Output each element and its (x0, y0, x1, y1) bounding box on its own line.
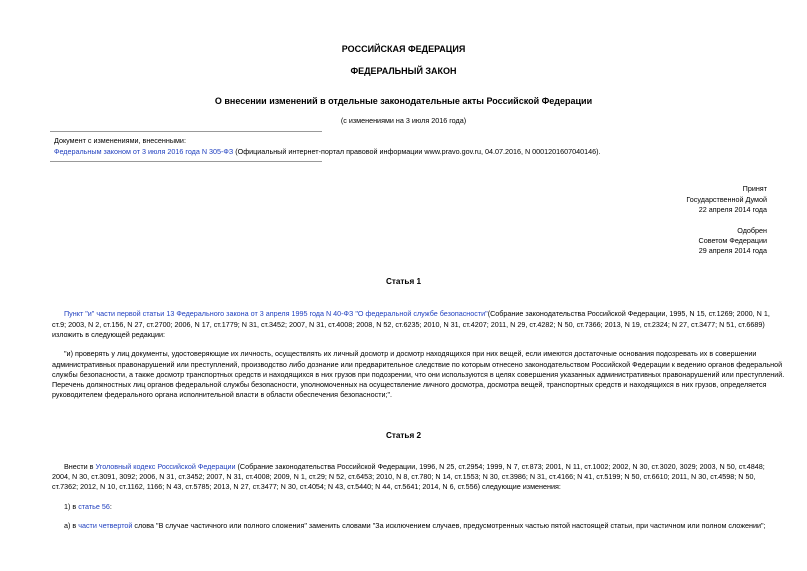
document-subtitle: (с изменениями на 3 июля 2016 года) (340, 116, 467, 125)
item-a-pre: а) в (64, 521, 79, 530)
approved-date: 29 апреля 2014 года (698, 246, 767, 255)
criminal-code-link[interactable]: Уголовный кодекс Российской Федерации (95, 462, 236, 471)
quote-line-2: административных правонарушений или преступлений, производство либо дознание или предварительное следствие по которым отнесено законодательством Российской Федерации к ведению органов федеральной (52, 360, 783, 369)
item-a (64, 521, 766, 531)
item-1-post: : (109, 502, 112, 511)
item-1-pre: 1) в (64, 502, 79, 511)
quote-line-5: руководителем федерального органа исполнительной власти в области обеспечения безопасности;". (52, 390, 393, 399)
approved-body: Советом Федерации (698, 236, 767, 245)
adopted-word: Принят (742, 184, 767, 193)
quote-line-3: службы безопасности, а также досмотр транспортных средств и находящихся в них грузов при подозрении, что они используются в целях совершения указанных административных правонарушений или преступлений. (52, 370, 785, 379)
changes-bottom-divider (50, 161, 322, 162)
article-2-line-2: 2004, N 30, ст.3091, 3092; 2006, N 31, ст.3452; 2007, N 31, ст.4008; 2009, N 1, ст.29; N 52, ст.6453; 2010, N 8, ст.780; N 14, ст.1553; N 30, ст.3986; N 31, ст.4166; N 41, ст.5199; N 50, ст.6610; 2011, N 30, ст.4598; N 50, (52, 472, 756, 481)
article-2-pre: Внести в (64, 462, 96, 471)
article-2-line-1 (64, 462, 765, 472)
approved-word: Одобрен (737, 226, 767, 235)
article-56-link[interactable]: статье 56 (78, 502, 110, 511)
article-1-line-2: ст.9; 2003, N 2, ст.156, N 27, ст.2700; 2006, N 17, ст.1779; N 31, ст.3452; 2007, N 31, ст.4008; 2008, N 52, ст.6235; 2010, N 31, ст.4207; 2011, N 29, ст.4282; N 50, ст.7366; 2013, N 19, ст.2324; N 27, ст.3477; N 51, ст.6689) (52, 320, 765, 329)
amending-law-link[interactable]: Федеральным законом от 3 июля 2016 года N 305-ФЗ (54, 147, 234, 156)
quote-line-1: "и) проверять у лиц документы, удостоверяющие их личность, осуществлять их личный досмотр и досмотр находящихся при них вещей, если имеются достаточные основания подозревать их в совершении (64, 349, 757, 358)
changes-intro: Документ с изменениями, внесенными: (54, 136, 186, 145)
article-1-line-3: изложить в следующей редакции: (52, 330, 166, 339)
quote-line-4: Перечень должностных лиц органов федеральной службы безопасности, уполномоченных на осуществление личного досмотра, досмотра вещей, транспортных средств и находящихся в них грузов, определяется (52, 380, 767, 389)
changes-top-divider (50, 131, 322, 132)
part-four-link[interactable]: части четвертой (78, 521, 133, 530)
article-2-heading: Статья 2 (385, 431, 422, 440)
law-type-title: ФЕДЕРАЛЬНЫЙ ЗАКОН (350, 66, 457, 76)
article-1-line-1 (64, 309, 770, 319)
article-1-heading: Статья 1 (385, 277, 422, 286)
item-a-post: слова "В случае частичного или полного сложения" заменить словами "За исключением случаев, предусмотренных частью пятой настоящей статьи, при частичном или полном сложении"; (132, 521, 766, 530)
article-1-text-1: (Собрание законодательства Российской Федерации, 1995, N 15, ст.1269; 2000, N 1, (487, 309, 770, 318)
document-title: О внесении изменений в отдельные законодательные акты Российской Федерации (214, 96, 593, 106)
article-2-line-3: ст.7362; 2012, N 10, ст.1162, 1166; N 43, ст.5785; 2013, N 27, ст.3477; N 30, ст.4054; N 43, ст.5440; N 44, ст.5641; 2014, N 6, ст.556) следующие изменения: (52, 482, 561, 491)
country-title: РОССИЙСКАЯ ФЕДЕРАЦИЯ (341, 44, 466, 54)
article-2-text-1: (Собрание законодательства Российской Федерации, 1996, N 25, ст.2954; 1999, N 7, ст.873; 2001, N 11, ст.1002; 2002, N 30, ст.3020, 3029; 2003, N 50, ст.4848; (235, 462, 765, 471)
changes-line (54, 147, 601, 157)
changes-source-text: (Официальный интернет-портал правовой информации www.pravo.gov.ru, 04.07.2016, N 0001201607040146). (233, 147, 601, 156)
adopted-date: 22 апреля 2014 года (698, 205, 767, 214)
adopted-body: Государственной Думой (686, 195, 767, 204)
item-1 (64, 502, 112, 512)
fsb-law-link[interactable]: Пункт "и" части первой статьи 13 Федерального закона от 3 апреля 1995 года N 40-ФЗ "О федеральной службе безопасности" (64, 309, 488, 318)
